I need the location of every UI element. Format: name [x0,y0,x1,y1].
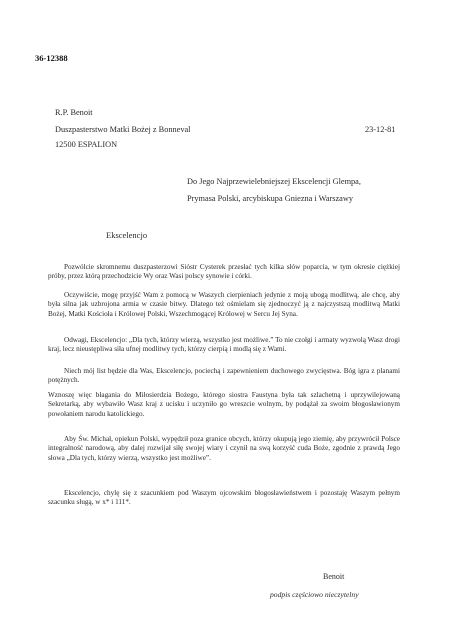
letter-paragraph-3: Odwagi, Ekscelencjo: „Dla tych, którzy wierzą, wszystko jest możliwe.” To nie czołgi i armaty wyzwolą Wasz drogi kraj, lecz nieustępliwa siła ufnej modlitwy tych, którzy cierpią i modlą się z Wami. [48,336,400,354]
sender-address-line: Duszpasterstwo Matki Bożej z Bonneval [55,125,191,134]
signature-note: podpis częściowo nieczytelny [270,590,359,599]
letter-paragraph-4: Niech mój list będzie dla Was, Ekscelencjo, pociechą i zapewnieniem duchowego zwycięstwa. Bóg igra z planami potężnych. [48,367,400,385]
letter-paragraph-7: Ekscelencjo, chylę się z szacunkiem pod Waszym ojcowskim błogosławieństwem i pozostaję Waszym pełnym szacunku sługą, w x* i 111*. [48,489,400,507]
sender-city: 12500 ESPALION [55,140,118,149]
document-reference: 36-12388 [35,53,68,63]
letter-paragraph-1: Pozwólcie skromnemu duszpasterzowi Sióstr Cysterek przesłać tych kilka słów poparcia, w tym okresie ciężkiej próby, przez którą przechodzicie Wy oraz Wasi polscy synowie i córki. [48,263,400,281]
signature-name: Benoit [323,572,345,581]
recipient-line-1: Do Jego Najprzewielebniejszej Ekscelencji Glempa, [187,177,361,186]
letter-paragraph-2: Oczywiście, mogę przyjść Wam z pomocą w Waszych cierpieniach jedynie z moją ubogą modlitwą, ale chcę, aby była silna jak uzbrojona armia w czasie bitwy. Dlatego też ośmielam się zjednoczyć ją z najczystszą modlitwą Matki Bożej, Matki Kościoła i Królowej Polski, Wszechmogącej Królowej w Sercu Jej Syna. [48,291,400,318]
letter-paragraph-5: Wznoszę więc błagania do Miłosierdzia Bożego, którego siostra Faustyna była tak szlachetną i uprzywilejowaną Sekretarką, aby wybawiło Wasz kraj z ucisku i uczyniło go wreszcie wolnym, by podążał za swoim błogosławionym powołaniem narodu katolickiego. [48,391,400,418]
recipient-line-2: Prymasa Polski, arcybiskupa Gniezna i Warszawy [187,194,353,203]
salutation: Ekscelencjo [106,230,148,240]
letter-date: 23-12-81 [365,125,396,134]
letter-paragraph-6: Aby Św. Michał, opiekun Polski, wypędził poza granice obcych, którzy okupują jego ziemię, aby przywrócił Polsce integralność narodową, aby dalej rozwijał siłę swojej wiary i czynił na swą korzyść cuda Boże, zgodnie z prawdą Jego słowa „Dla tych, którzy wierzą, wszystko jest możliwe”. [48,435,400,462]
sender-name: R.P. Benoit [55,108,93,117]
